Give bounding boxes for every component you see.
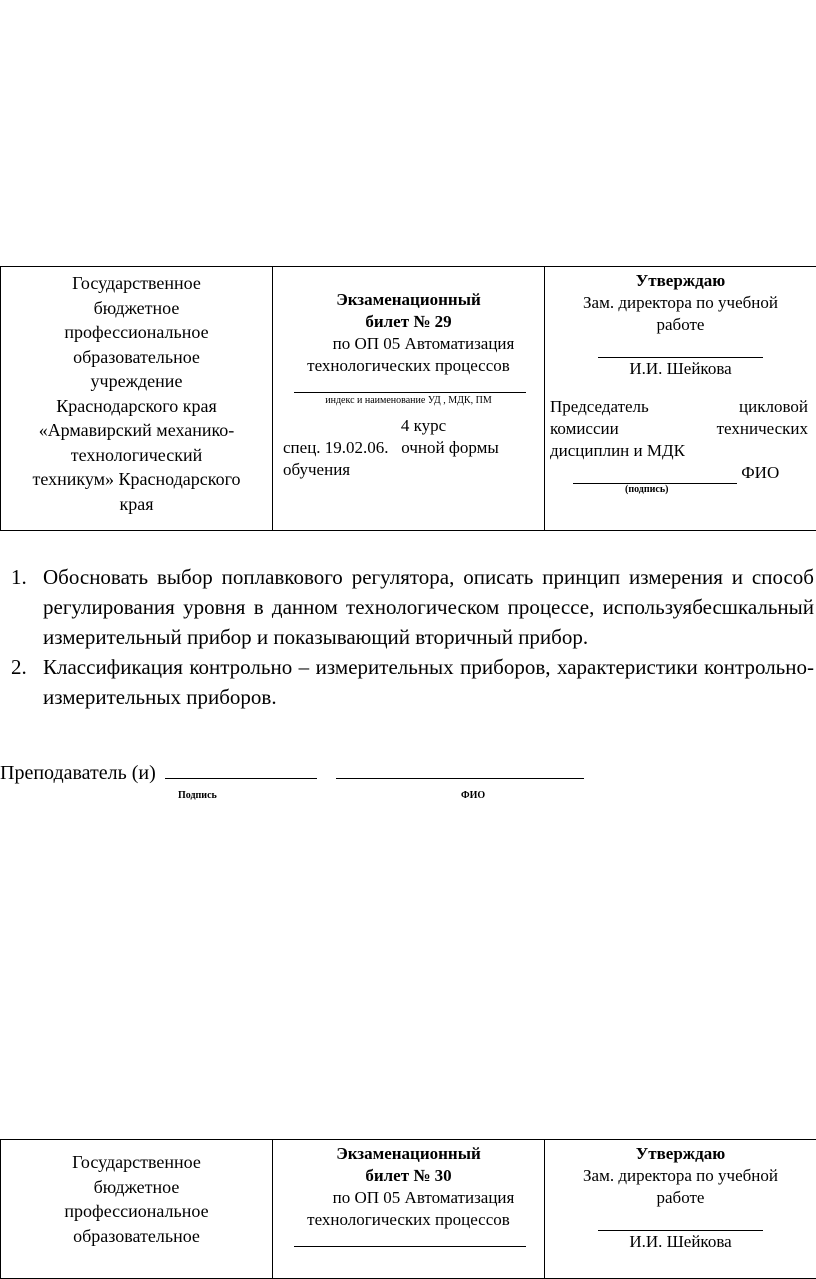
index-underline [294, 1235, 526, 1247]
index-underline [294, 381, 526, 393]
question-text: Обосновать выбор поплавкового регулятора, описать принцип измерения и способ регулирования уровня в данном технологическом процессе, используябесшкальный измерительный прибор и показывающий вторичный прибор. [43, 565, 814, 649]
institution-line: профессиональное [1, 320, 272, 345]
institution-line: образовательное [1, 345, 272, 370]
question-number: 1. [11, 562, 27, 592]
course: 4 курс [273, 415, 544, 437]
signature-caption: (подпись) [545, 484, 816, 496]
chair-signature-row [545, 462, 816, 484]
deputy-line: работе [545, 314, 816, 336]
ticket-table-30 [0, 1139, 816, 1279]
teacher-fio-line [336, 758, 584, 779]
institution-line: «Армавирский механико- [1, 418, 272, 443]
ticket-info-cell [273, 267, 545, 531]
teacher-signature-line [165, 758, 317, 779]
deputy-line: Зам. директора по учебной [545, 292, 816, 314]
approval-cell [545, 1140, 816, 1279]
ticket-number: билет № 30 [273, 1165, 544, 1187]
deputy-name: И.И. Шейкова [545, 1231, 816, 1253]
chair-fio: ФИО [741, 463, 779, 482]
institution-cell [1, 267, 273, 531]
question-item [0, 562, 816, 652]
institution-line: бюджетное [1, 1175, 272, 1200]
deputy-signature-line [598, 1209, 763, 1231]
deputy-name: И.И. Шейкова [545, 358, 816, 380]
question-number: 2. [11, 652, 27, 682]
subject-line: технологических процессов [273, 355, 544, 377]
subject-line: технологических процессов [273, 1209, 544, 1231]
institution-line: края [1, 492, 272, 517]
institution-line: бюджетное [1, 296, 272, 321]
institution-line: техникум» Краснодарского [1, 467, 272, 492]
ticket-title: Экзаменационный [273, 1143, 544, 1165]
institution-line: Государственное [1, 271, 272, 296]
institution-line: профессиональное [1, 1199, 272, 1224]
chair-line: комиссии технических [545, 418, 816, 440]
subject-line: по ОП 05 Автоматизация [273, 333, 544, 355]
teacher-signature-row [0, 758, 584, 787]
question-text: Классификация контрольно – измерительных приборов, характеристики контрольно-измерительных приборов. [43, 655, 814, 709]
spec-line: спец. 19.02.06. очной формы [273, 437, 544, 459]
chair-line: дисциплин и МДК [545, 440, 816, 462]
deputy-line: работе [545, 1187, 816, 1209]
chair-signature-line [573, 465, 737, 484]
teacher-fio-caption: ФИО [461, 790, 485, 801]
institution-line: технологический [1, 443, 272, 468]
index-caption: индекс и наименование УД , МДК, ПМ [273, 395, 544, 407]
approve-heading: Утверждаю [545, 270, 816, 292]
institution-line: учреждение [1, 369, 272, 394]
chair-line: Председатель цикловой [545, 396, 816, 418]
subject-line: по ОП 05 Автоматизация [273, 1187, 544, 1209]
institution-cell [1, 1140, 273, 1279]
form-line: обучения [273, 459, 544, 481]
approve-heading: Утверждаю [545, 1143, 816, 1165]
questions-list [0, 562, 816, 712]
question-item [0, 652, 816, 712]
teacher-sign-caption: Подпись [178, 790, 217, 801]
ticket-title: Экзаменационный [273, 289, 544, 311]
deputy-signature-line [598, 336, 763, 358]
institution-line: образовательное [1, 1224, 272, 1249]
ticket-info-cell [273, 1140, 545, 1279]
institution-line: Государственное [1, 1150, 272, 1175]
deputy-line: Зам. директора по учебной [545, 1165, 816, 1187]
approval-cell [545, 267, 816, 531]
institution-line: Краснодарского края [1, 394, 272, 419]
ticket-table-29 [0, 266, 816, 531]
ticket-number: билет № 29 [273, 311, 544, 333]
teacher-label: Преподаватель (и) [0, 762, 156, 784]
